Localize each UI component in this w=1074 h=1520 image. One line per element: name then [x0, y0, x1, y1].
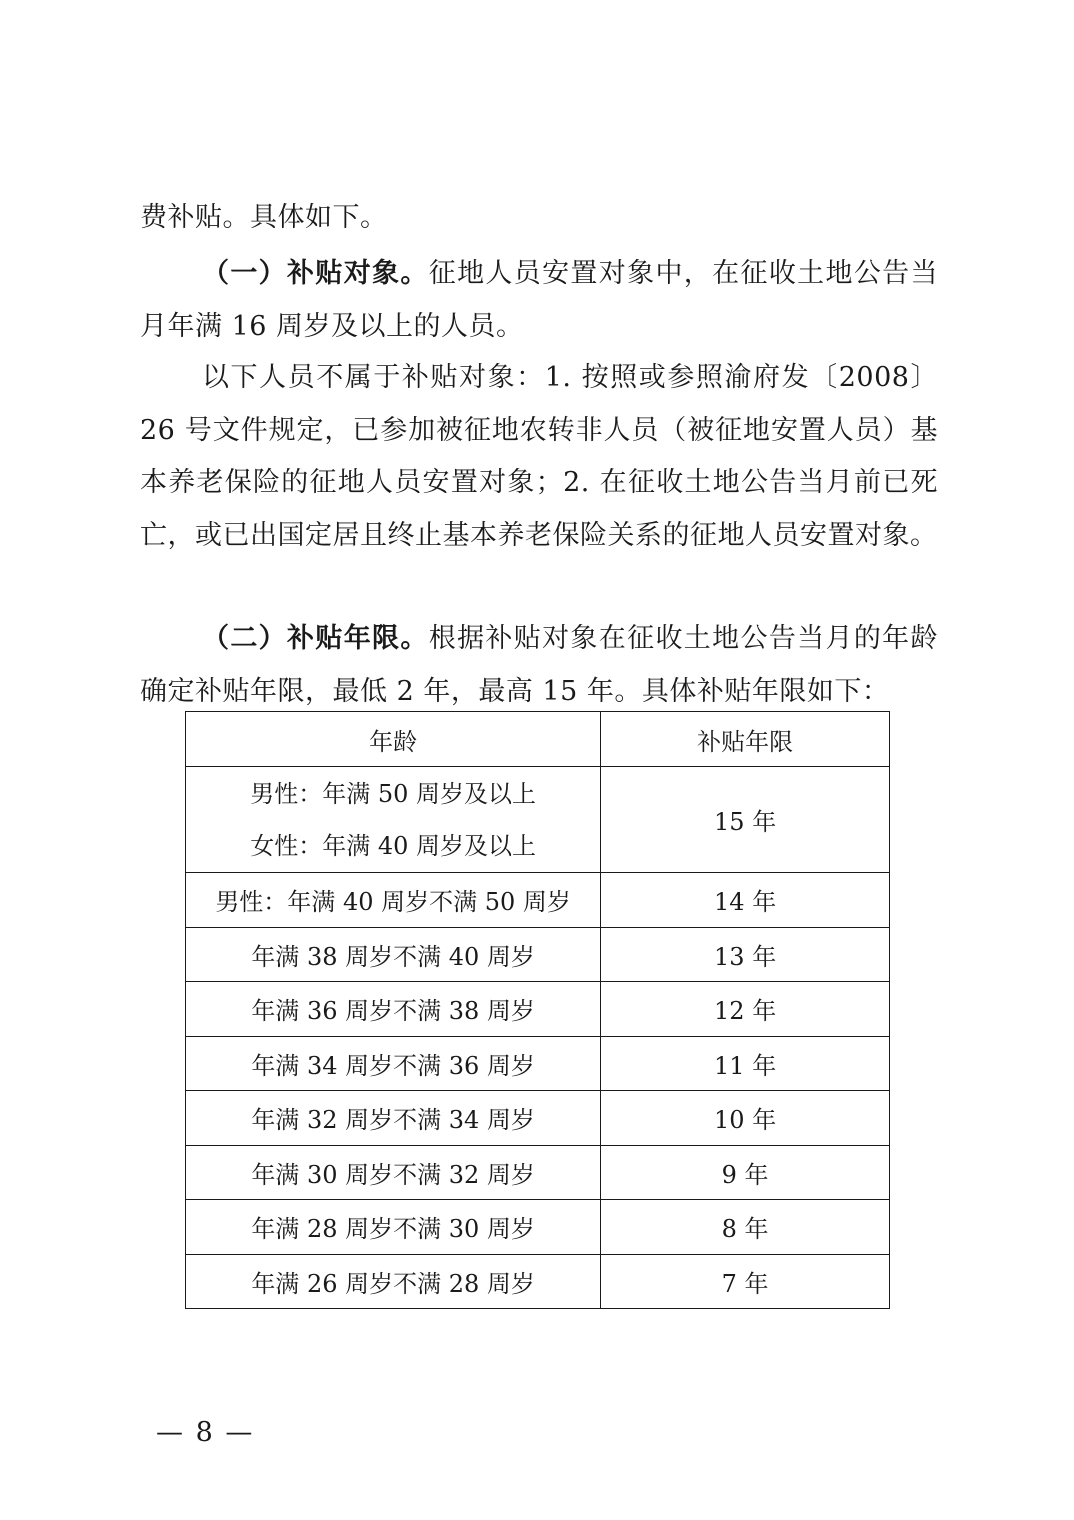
table-row	[186, 873, 890, 928]
age-cell: 年满 38 周岁不满 40 周岁	[186, 927, 601, 982]
table-row	[186, 1145, 890, 1200]
table-row	[186, 1200, 890, 1255]
years-cell: 7 年	[601, 1254, 890, 1309]
table-row	[186, 1091, 890, 1146]
years-cell: 11 年	[601, 1036, 890, 1091]
paragraph-subsidy-years	[140, 613, 938, 718]
age-cell	[186, 767, 601, 873]
years-cell: 14 年	[601, 873, 890, 928]
paragraph-subsidy-targets	[140, 248, 938, 353]
age-cell: 男性：年满 40 周岁不满 50 周岁	[186, 873, 601, 928]
column-header-age: 年龄	[186, 712, 601, 767]
paragraph-intro-text: 费补贴。具体如下。	[140, 202, 388, 233]
age-cell: 年满 26 周岁不满 28 周岁	[186, 1254, 601, 1309]
subsidy-years-table	[185, 711, 890, 1309]
age-cell-male: 男性：年满 50 周岁及以上	[250, 779, 537, 808]
table-row	[186, 1036, 890, 1091]
page-number: — 8 —	[156, 1417, 255, 1448]
age-cell-female: 女性：年满 40 周岁及以上	[250, 831, 537, 860]
age-cell: 年满 28 周岁不满 30 周岁	[186, 1200, 601, 1255]
age-cell: 年满 34 周岁不满 36 周岁	[186, 1036, 601, 1091]
age-cell: 年满 30 周岁不满 32 周岁	[186, 1145, 601, 1200]
table-row	[186, 927, 890, 982]
section-heading-years: （二）补贴年限。	[202, 623, 429, 654]
paragraph-exclusions-text: 以下人员不属于补贴对象：1. 按照或参照渝府发〔2008〕26 号文件规定，已参加被征地农转非人员（被征地安置人员）基本养老保险的征地人员安置对象；2. 在征收土地公告当月前已死亡，或已出国定居且终止基本养老保险关系的征地人员安置对象。	[140, 362, 938, 551]
table-row	[186, 767, 890, 873]
years-cell: 12 年	[601, 982, 890, 1037]
section-body-years: 根据补贴对象在征收土地公告当月的年龄确定补贴年限，最低 2 年，最高 15 年。具体补贴年限如下：	[140, 623, 939, 707]
years-cell: 13 年	[601, 927, 890, 982]
age-cell: 年满 32 周岁不满 34 周岁	[186, 1091, 601, 1146]
years-cell: 15 年	[601, 767, 890, 873]
table-row	[186, 982, 890, 1037]
table-header-row	[186, 712, 890, 767]
years-cell: 8 年	[601, 1200, 890, 1255]
section-body-targets: 征地人员安置对象中，在征收土地公告当月年满 16 周岁及以上的人员。	[140, 258, 939, 342]
section-heading-targets: （一）补贴对象。	[202, 258, 429, 289]
years-cell: 10 年	[601, 1091, 890, 1146]
paragraph-intro	[140, 192, 938, 245]
age-cell: 年满 36 周岁不满 38 周岁	[186, 982, 601, 1037]
paragraph-exclusions	[140, 352, 938, 562]
years-cell: 9 年	[601, 1145, 890, 1200]
table-row	[186, 1254, 890, 1309]
column-header-years: 补贴年限	[601, 712, 890, 767]
